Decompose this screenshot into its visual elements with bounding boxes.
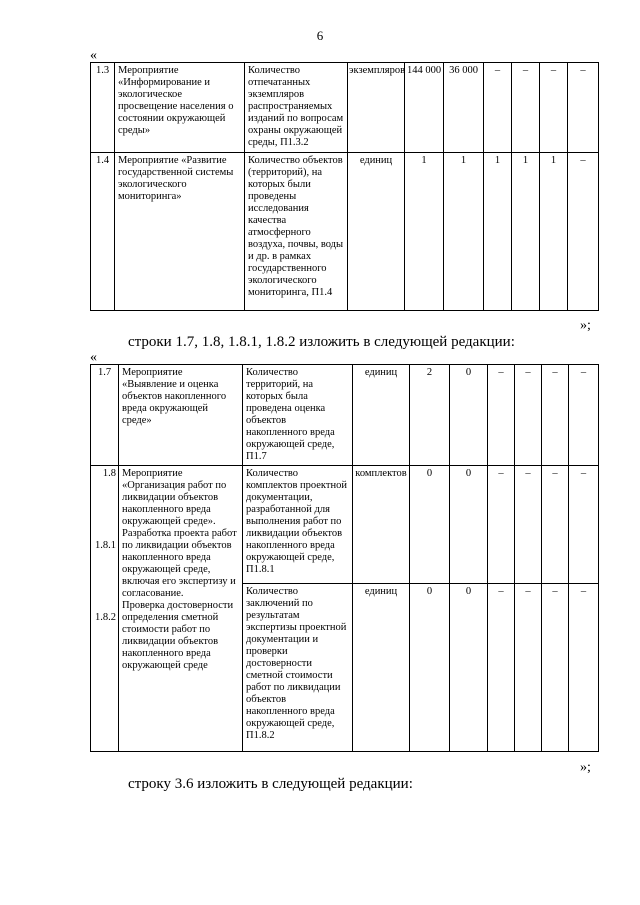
value-cell: 1	[405, 153, 444, 311]
event-cell: Мероприятие «Выявление и оценка объектов накопленного вреда окружающей среде»	[119, 365, 243, 466]
open-quote-2: «	[90, 350, 97, 365]
value-cell: –	[568, 63, 599, 153]
value-cell: –	[515, 365, 542, 466]
event-cell: Мероприятие «Развитие государственной системы экологического мониторинга»	[115, 153, 245, 311]
value-cell: 144 000	[405, 63, 444, 153]
unit-cell: единиц	[353, 365, 410, 466]
indicator-cell: Количество отпечатанных экземпляров распространяемых изданий по вопросам охраны окружающей среды, П1.3.2	[245, 63, 348, 153]
value-cell: –	[542, 584, 569, 752]
value-cell: 1	[484, 153, 512, 311]
row-number: 1.7	[91, 365, 119, 466]
indicator-cell: Количество объектов (территорий), на которых были проведены исследования качества атмосферного воздуха, почвы, воды и др. в рамках государственного экологического мониторинга, П1.4	[245, 153, 348, 311]
value-cell: –	[569, 466, 599, 584]
value-cell: –	[484, 63, 512, 153]
event-cell	[119, 466, 243, 752]
paragraph-row-3-6: строку 3.6 изложить в следующей редакции:	[128, 776, 413, 792]
value-cell: 0	[410, 584, 450, 752]
unit-cell: единиц	[348, 153, 405, 311]
value-cell: 1	[512, 153, 540, 311]
row-number: 1.8.2	[95, 612, 116, 623]
table-row	[91, 466, 599, 584]
event-text: Мероприятие «Организация работ по ликвидации объектов накопленного вреда окружающей среде».	[122, 468, 227, 527]
value-cell: –	[540, 63, 568, 153]
table-row	[91, 365, 599, 466]
close-quote-2: »;	[580, 760, 591, 775]
table-1	[90, 62, 599, 311]
value-cell: 0	[410, 466, 450, 584]
page-number: 6	[316, 28, 324, 43]
value-cell: –	[569, 365, 599, 466]
row-number-cell	[91, 466, 119, 752]
unit-cell: экземпляров	[348, 63, 405, 153]
value-cell: –	[542, 466, 569, 584]
value-cell: –	[542, 365, 569, 466]
table-row	[91, 153, 599, 311]
table-row	[91, 63, 599, 153]
event-text: Проверка достоверности определения сметной стоимости работ по ликвидации объектов накопленного вреда окружающей среде	[122, 600, 234, 671]
indicator-cell: Количество заключений по результатам экспертизы проектной документации и проверки достоверности сметной стоимости работ по ликвидации объектов накопленного вреда окружающей среде, П1.8.2	[243, 584, 353, 752]
row-number: 1.3	[91, 63, 115, 153]
value-cell: 0	[450, 466, 488, 584]
value-cell: –	[569, 584, 599, 752]
value-cell: –	[488, 584, 515, 752]
unit-cell: единиц	[353, 584, 410, 752]
value-cell: 36 000	[444, 63, 484, 153]
close-quote-1: »;	[580, 318, 591, 333]
value-cell: 0	[450, 365, 488, 466]
event-text: Разработка проекта работ по ликвидации объектов накопленного вреда окружающей среде, включая его экспертизу и согласование.	[122, 528, 237, 599]
row-number: 1.4	[91, 153, 115, 311]
value-cell: –	[515, 584, 542, 752]
value-cell: 0	[450, 584, 488, 752]
row-number: 1.8.1	[95, 540, 116, 551]
open-quote: «	[90, 48, 97, 63]
value-cell: 1	[444, 153, 484, 311]
value-cell: –	[515, 466, 542, 584]
value-cell: 1	[540, 153, 568, 311]
value-cell: –	[512, 63, 540, 153]
value-cell: –	[568, 153, 599, 311]
paragraph-rows-1-7-1-8: строки 1.7, 1.8, 1.8.1, 1.8.2 изложить в следующей редакции:	[128, 334, 515, 350]
value-cell: –	[488, 466, 515, 584]
value-cell: –	[488, 365, 515, 466]
indicator-cell: Количество территорий, на которых была проведена оценка объектов накопленного вреда окружающей среде, П1.7	[243, 365, 353, 466]
event-cell: Мероприятие «Информирование и экологическое просвещение населения о состоянии окружающей среды»	[115, 63, 245, 153]
indicator-cell: Количество комплектов проектной документации, разработанной для выполнения работ по ликвидации объектов накопленного вреда окружающей среде, П1.8.1	[243, 466, 353, 584]
row-number: 1.8	[102, 468, 116, 479]
table-2	[90, 364, 599, 752]
unit-cell: комплектов	[353, 466, 410, 584]
value-cell: 2	[410, 365, 450, 466]
